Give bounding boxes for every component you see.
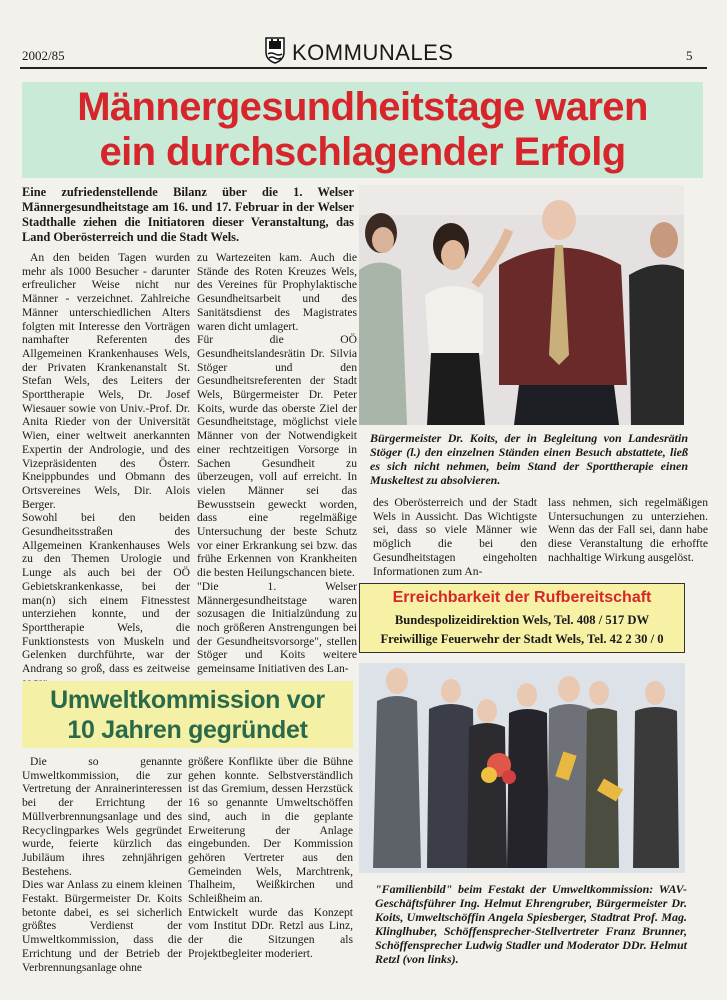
- article1-column-3: des Oberösterreich und der Stadt Wels in Aussicht. Das Wichtigste sei, dass so viele Männer wie möglich die bei den Gesundheitstagen eingeholten Informationen zum An-: [373, 496, 537, 578]
- paragraph: An den beiden Tagen wurden mehr als 1000 Besucher - darunter erfreulicher Weise nicht nur Männer - verzeichnet. Zahlreiche Männer unterschiedlichen Alters folgten mit Interesse den Vorträgen namhafter Referenten des Allgemeinen Krankenhauses Wels, der Privaten Krankenanstalt St. Stefan Wels, des Leiters der Sporttherapie Wels, Dr. Josef Wiesauer sowie von Univ.-Prof. Dr. Anita Rieder von der Universität Wien, einer weltweit anerkannten Expertin der Andrologie, und des Vizepräsidenten des Österr. Kneippbundes und Obmann des Ortsvereines Wels, Dir. Alois Berger.: [22, 251, 190, 511]
- section-title: KOMMUNALES: [292, 40, 454, 65]
- header-rule: [20, 67, 707, 69]
- main-headline: [22, 82, 703, 178]
- second-headline: [22, 681, 353, 748]
- paragraph: Entwickelt wurde das Konzept vom Institut DDr. Retzl aus Linz, der die Sitzungen als Projektbegleiter moderiert.: [188, 905, 353, 960]
- paragraph: Für die OÖ Gesundheitslandesrätin Dr. Silvia Stöger und den Gesundheitsreferenten der Stadt Wels, Bürgermeister Dr. Peter Koits, wurde das oberste Ziel der Gesundheitstage, möglichst viele Männer von der Notwendigkeit einer rechtzeitigen Vorsorge in Sachen Gesundheit zu überzeugen, voll auf erreicht. In vielen Männer sei das Bewusstsein geweckt worden, dass eine regelmäßige Untersuchung der beste Schutz vor einer Erkrankung sei bzw. das frühe Erkennen von Krankheiten die besten Heilungschancen biete.: [197, 333, 357, 580]
- police-phone: Bundespolizeidirektion Wels, Tel. 408 / 517 DW: [394, 613, 650, 627]
- health-fair-photo: [359, 185, 684, 425]
- article2-column-2: [188, 755, 353, 961]
- group-photo-caption: "Familienbild" beim Festakt der Umweltkommission: WAV-Geschäftsführer Ing. Helmut Ehrengruber, Bürgermeister Dr. Koits, Umweltschöffin Angela Spiesberger, Stadtrat Prof. Mag. Klinglhuber, Schöffensprecher-Stellvertreter Franz Brunner, Schöffensprecher Ludwig Stadler und Moderator DDr. Helmut Retzl (von links).: [375, 882, 687, 966]
- city-crest-icon: [264, 36, 286, 64]
- emergency-contacts-box: [359, 583, 685, 653]
- article1-column-4: lass nehmen, sich regelmäßigen Untersuchungen zu unterziehen. Wenn das der Fall sei, dann habe diese Veranstaltung die erhoffte nachhaltige Wirkung ausgelöst.: [548, 496, 708, 564]
- group-photo: [359, 663, 685, 873]
- paragraph: Dies war Anlass zu einem kleinen Festakt. Bürgermeister Dr. Koits betonte dabei, es sei sicherlich größtes Verdienst der Umweltkommission, dass die Errichtung und der Betrieb der Verbrennungsanlage ohne: [22, 878, 182, 974]
- paragraph: zu Wartezeiten kam. Auch die Stände des Roten Kreuzes Wels, des Vereines für Prophylaktische Gesundheitsarbeit und des Sanitätsdienst des Magistrates waren dicht umlagert.: [197, 251, 357, 333]
- issue-number: 2002/85: [22, 48, 65, 63]
- article1-column-2: [197, 251, 357, 676]
- article2-column-1: [22, 755, 182, 974]
- main-headline-line-2: ein durchschlagender Erfolg: [99, 130, 626, 174]
- fire-department-phone: Freiwillige Feuerwehr der Stadt Wels, Tel. 42 2 30 / 0: [380, 632, 664, 646]
- paragraph: größere Konflikte über die Bühne gehen konnte. Selbstverständlich ist das Gremium, dessen Herzstück 16 so genannte Umweltschöffen sind, auch in die geplante Erweiterung der Anlage eingebunden. Der Kommission gehören Vertreter aus den Gemeinden Wels, Marchtrenk, Thalheim, Weißkirchen und Schleißheim an.: [188, 755, 353, 906]
- article-lead: Eine zufriedenstellende Bilanz über die 1. Welser Männergesundheitstage am 16. und 17. Februar in der Welser Stadthalle ziehen die Initiatoren dieser Veranstaltung, das Land Oberösterreich und die Stadt Wels.: [22, 185, 354, 244]
- second-headline-line-2: 10 Jahren gegründet: [67, 715, 308, 744]
- paragraph: "Die 1. Welser Männergesundheitstage waren sozusagen die Initialzündung zu noch größeren Anstrengungen bei der Gesundheitsvorsorge", stellen Stöger und Koits weitere gemeinsame Initiativen des Lan-: [197, 579, 357, 676]
- paragraph: Sowohl bei den beiden Gesundheitsstraßen des Allgemeinen Krankenhauses Wels zu den Themen Urologie und Lunge als auch bei der OÖ Gebietskrankenkasse, bei der man(n) sich einem Fitnesstest unterziehen konnte, und der Sporttherapie Wels, die Funktionstests von Muskeln und Gelenken durchführte, war der Andrang so groß, dass es zeitweise: [22, 511, 190, 676]
- paragraph: Die so genannte Umweltkommission, die zur Vertretung der Anrainerinteressen bei der Errichtung der Müllverbrennungsanlage und des Recyclingparkes Wels gegründet wurde, feierte kürzlich das Jubiläum ihres zehnjährigen Bestehens.: [22, 755, 182, 878]
- page-number: 5: [686, 48, 693, 63]
- health-fair-photo-caption: Bürgermeister Dr. Koits, der in Begleitung von Landesrätin Stöger (l.) den einzelnen Ständen einen Besuch abstattete, ließ es sich nicht nehmen, beim Stand der Sporttherapie einen Muskeltest zu absolvieren.: [370, 431, 688, 487]
- emergency-box-title: Erreichbarkeit der Rufbereitschaft: [392, 589, 652, 606]
- main-headline-line-1: Männergesundheitstage waren: [77, 85, 648, 129]
- second-headline-line-1: Umweltkommission vor: [50, 685, 325, 714]
- article1-column-1: [22, 251, 190, 690]
